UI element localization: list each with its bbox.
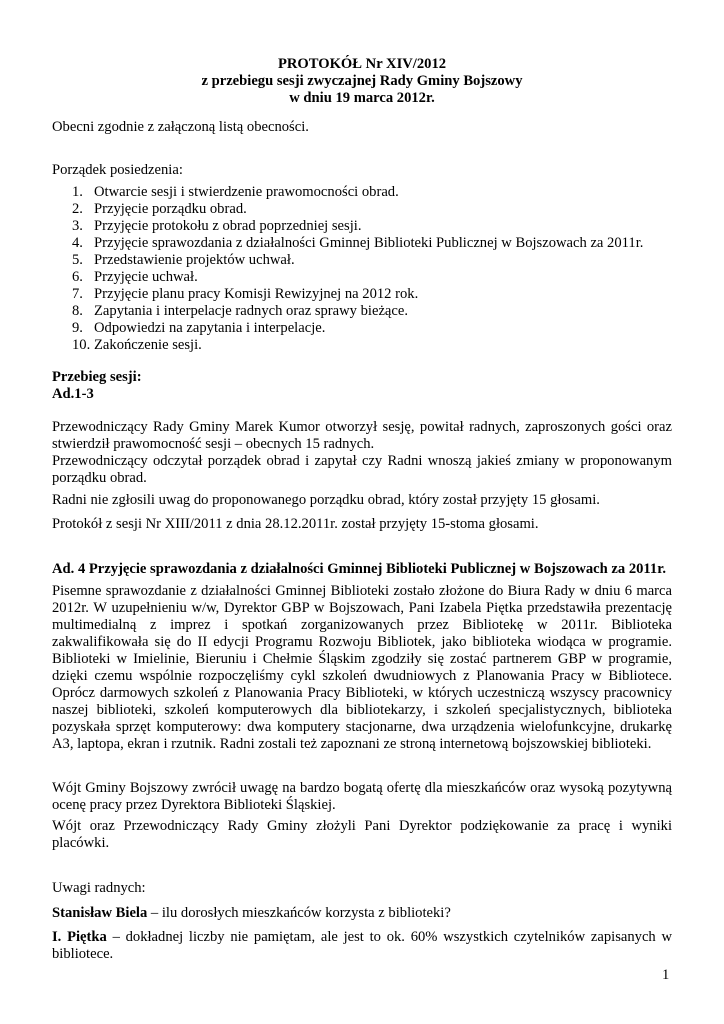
agenda-item — [72, 218, 643, 235]
agenda-item — [72, 337, 643, 354]
agenda-item-text: Przyjęcie uchwał. — [94, 269, 198, 285]
agenda-item-number: 6. — [72, 269, 83, 285]
protocol-date: w dniu 19 marca 2012r. — [289, 90, 435, 106]
agenda-item — [72, 184, 643, 201]
agenda-item-text: Zapytania i interpelacje radnych oraz sprawy bieżące. — [94, 303, 409, 319]
agenda-item — [72, 303, 643, 320]
agenda-item — [72, 320, 643, 337]
agenda-item-text: Zakończenie sesji. — [94, 337, 202, 353]
agenda-heading: Porządek posiedzenia: — [52, 162, 183, 178]
agenda-item — [72, 252, 643, 269]
agenda-item-text: Odpowiedzi na zapytania i interpelacje. — [94, 320, 326, 336]
session-subheading: Ad.1-3 — [52, 386, 94, 402]
protocol-subtitle: z przebiegu sesji zwyczajnej Rady Gminy Bojszowy — [201, 73, 523, 89]
agenda-item-number: 5. — [72, 252, 83, 268]
agenda-item-text: Otwarcie sesji i stwierdzenie prawomocności obrad. — [94, 184, 399, 200]
remarks-heading: Uwagi radnych: — [52, 880, 146, 896]
protocol-title: PROTOKÓŁ Nr XIV/2012 — [277, 56, 447, 72]
ad4-heading: Ad. 4 Przyjęcie sprawozdania z działalności Gminnej Biblioteki Publicznej w Bojszowach za 2011r. — [52, 561, 666, 577]
remark-speaker: Stanisław Biela — [52, 905, 148, 921]
agenda-item — [72, 235, 643, 252]
page-number: 1 — [662, 967, 670, 983]
remark-question-text: – ilu dorosłych mieszkańców korzysta z biblioteki? — [147, 905, 451, 921]
session-paragraph-agenda: Przewodniczący odczytał porządek obrad i zapytał czy Radni wnoszą jakieś zmiany w proponowanym porządku obrad. — [52, 453, 672, 486]
agenda-item-number: 10. — [72, 337, 91, 353]
agenda-item-number: 7. — [72, 286, 83, 302]
agenda-list — [72, 184, 643, 354]
ad4-thanks: Wójt oraz Przewodniczący Rady Gminy złożyli Pani Dyrektor podziękowanie za pracę i wyniki placówki. — [52, 818, 672, 851]
ad4-mayor-remark: Wójt Gminy Bojszowy zwrócił uwagę na bardzo bogatą ofertę dla mieszkańców oraz wysoką pozytywną ocenę pracy przez Dyrektora Biblioteki Śląskiej. — [52, 780, 672, 813]
agenda-item-number: 1. — [72, 184, 83, 200]
session-paragraph-minutes-accepted: Protokół z sesji Nr XIII/2011 z dnia 28.12.2011r. został przyjęty 15-stoma głosami. — [52, 516, 539, 532]
remark-answer-text: – dokładnej liczby nie pamiętam, ale jest to ok. 60% wszystkich czytelników zapisanych w bibliotece. — [52, 929, 673, 962]
agenda-item — [72, 286, 643, 303]
agenda-item — [72, 269, 643, 286]
agenda-item-text: Przyjęcie sprawozdania z działalności Gminnej Biblioteki Publicznej w Bojszowach za 2011r. — [94, 235, 644, 251]
ad4-report-paragraph: Pisemne sprawozdanie z działalności Gminnej Biblioteki zostało złożone do Biura Rady w dniu 6 marca 2012r. W uzupełnieniu w/w, Dyrektor GBP w Bojszowach, Pani Izabela Piętka przedstawiła prezentację multimedialną z imprez i spotkań zorganizowanych przez Bibliotekę w 2011r. Biblioteka zakwalifikowała się do II edycji Programu Rozwoju Bibliotek, jako biblioteka wiodąca w programie. Biblioteki w Imielinie, Bieruniu i Chełmie Śląskim zgodziły się zostać partnerem GBP w programie, dzięki czemu wspólnie rozpoczęliśmy cykl szkoleń dwudniowych z Planowania Pracy w Bibliotece. Oprócz darmowych szkoleń z Planowania Pracy Biblioteki, w których uczestniczą wszyscy pracownicy naszej biblioteki, szkoleń komputerowych dla bibliotekarzy, i szkoleń specjalistycznych, biblioteka pozyskała sprzęt komputerowy: dwa komputery stacjonarne, dwa urządzenia wielofunkcyjne, drukarkę A3, laptopa, ekran i rzutnik. Radni zostali też zapoznani ze stroną internetową bojszowskiej biblioteki. — [52, 583, 672, 752]
remark-question — [52, 905, 672, 922]
agenda-item — [72, 201, 643, 218]
agenda-item-text: Przyjęcie planu pracy Komisji Rewizyjnej na 2012 rok. — [94, 286, 419, 302]
session-paragraph-opening: Przewodniczący Rady Gminy Marek Kumor otworzył sesję, powitał radnych, zaproszonych gości oraz stwierdził prawomocność sesji – obecnych 15 radnych. — [52, 419, 672, 452]
session-heading: Przebieg sesji: — [52, 369, 142, 385]
agenda-item-text: Przedstawienie projektów uchwał. — [94, 252, 295, 268]
agenda-item-number: 3. — [72, 218, 83, 234]
attendance-note: Obecni zgodnie z załączoną listą obecności. — [52, 119, 309, 135]
agenda-item-number: 4. — [72, 235, 83, 251]
agenda-item-number: 9. — [72, 320, 83, 336]
session-paragraph-agenda-accepted: Radni nie zgłosili uwag do proponowanego porządku obrad, który został przyjęty 15 głosami. — [52, 492, 600, 508]
remark-answer-speaker: I. Piętka — [52, 929, 107, 945]
agenda-item-number: 2. — [72, 201, 83, 217]
agenda-item-text: Przyjęcie protokołu z obrad poprzedniej sesji. — [94, 218, 362, 234]
agenda-item-number: 8. — [72, 303, 83, 319]
agenda-item-text: Przyjęcie porządku obrad. — [94, 201, 247, 217]
remark-answer — [52, 929, 672, 963]
